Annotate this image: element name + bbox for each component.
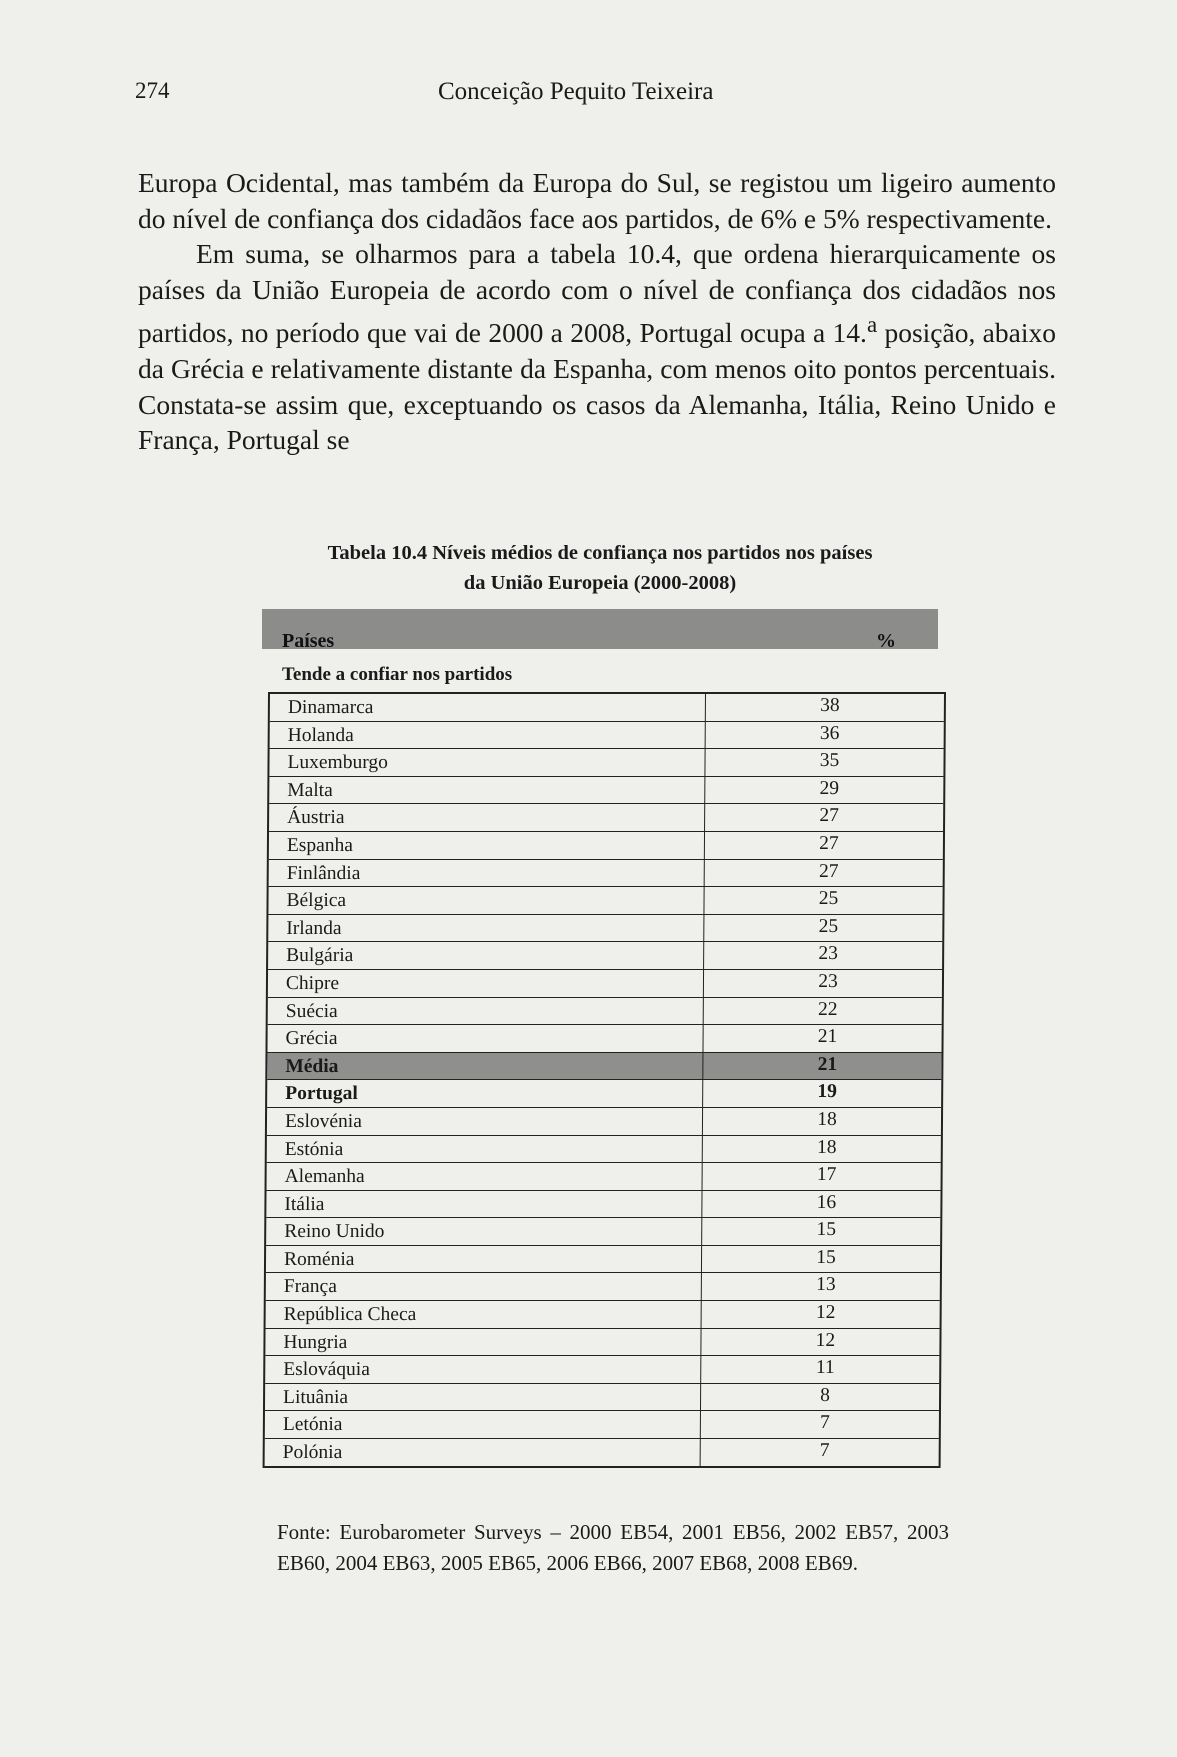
table-row (268, 970, 942, 998)
percent-cell: 13 (816, 1274, 836, 1296)
column-header-countries: Países (282, 630, 335, 652)
country-cell: Suécia (268, 998, 704, 1025)
table-row (269, 777, 943, 805)
country-cell: Estónia (267, 1136, 703, 1163)
table-row (268, 915, 942, 943)
country-cell: Holanda (270, 722, 706, 749)
country-cell: Luxemburgo (269, 749, 705, 776)
table-row (265, 1439, 939, 1467)
country-cell: Alemanha (267, 1163, 703, 1190)
body-text (138, 165, 1056, 458)
country-cell: França (266, 1273, 702, 1300)
percent-cell: 16 (816, 1191, 837, 1213)
percent-cell: 12 (815, 1302, 836, 1324)
table-row (267, 1080, 941, 1108)
country-cell: Chipre (268, 970, 704, 997)
country-cell: República Checa (266, 1301, 702, 1328)
table-row (267, 1108, 941, 1136)
country-cell: Espanha (269, 832, 705, 859)
table-source-note: Fonte: Eurobarometer Surveys – 2000 EB54, 2001 EB56, 2002 EB57, 2003 EB60, 2004 EB63, 2005 EB65, 2006 EB66, 2007 EB68, 2008 EB69. (277, 1520, 949, 1575)
table-caption-line-2: da União Europeia (2000-2008) (463, 572, 737, 594)
country-cell: Lituânia (265, 1384, 701, 1411)
country-cell: Malta (269, 777, 705, 804)
country-cell: Finlândia (269, 860, 705, 887)
country-cell: Eslováquia (265, 1356, 701, 1383)
table-caption-line-1: Tabela 10.4 Níveis médios de confiança nos partidos nos países (327, 542, 873, 564)
percent-cell: 8 (820, 1384, 831, 1406)
table-row (266, 1273, 940, 1301)
table-row (265, 1411, 939, 1439)
percent-cell: 15 (816, 1246, 836, 1268)
table-row (269, 860, 943, 888)
country-cell: Média (267, 1053, 703, 1080)
running-head-author: Conceição Pequito Teixeira (438, 78, 714, 105)
table-row (265, 1329, 939, 1357)
table-row (268, 998, 942, 1026)
percent-cell: 21 (817, 1026, 838, 1048)
table-row (265, 1356, 939, 1384)
percent-cell: 27 (818, 860, 839, 882)
percent-cell: 36 (819, 722, 840, 744)
table-row (269, 832, 943, 860)
table-row (268, 887, 942, 915)
data-table (263, 692, 946, 1468)
table-row (270, 722, 944, 750)
page-header (0, 78, 1177, 114)
table-row (266, 1218, 940, 1246)
percent-cell: 38 (820, 695, 840, 716)
table-row (269, 749, 943, 777)
table-row (266, 1246, 940, 1274)
percent-cell: 23 (818, 943, 838, 965)
ordinal-superscript: a (866, 312, 878, 338)
percent-cell: 7 (819, 1412, 830, 1434)
table-row (267, 1163, 941, 1191)
paragraph-2-part-1: Em suma, se olharmos para a tabela 10.4, que ordena hierarquicamente os países da União Europeia de acordo com o nível de confiança dos cidadãos nos partidos, no período que vai de 2000 a 2008, Portugal ocupa a 14. (138, 238, 1056, 349)
column-header-percent: % (876, 630, 896, 652)
table-row (268, 942, 942, 970)
percent-cell: 29 (819, 777, 840, 799)
table-row (267, 1025, 941, 1053)
country-cell: Eslovénia (267, 1108, 703, 1135)
percent-cell: 18 (817, 1136, 837, 1158)
country-cell: Letónia (265, 1411, 701, 1438)
page-number: 274 (135, 78, 170, 103)
percent-cell: 27 (819, 805, 839, 827)
percent-cell: 19 (817, 1081, 838, 1103)
table-row (266, 1301, 940, 1329)
table-header-row (262, 609, 938, 652)
table-row-average (267, 1053, 941, 1081)
country-cell: Roménia (266, 1246, 702, 1273)
country-cell: Itália (266, 1191, 702, 1218)
country-cell: Irlanda (268, 915, 704, 942)
table-row (269, 804, 943, 832)
percent-cell: 23 (818, 970, 838, 992)
percent-cell: 18 (817, 1108, 837, 1130)
country-cell: Polónia (265, 1439, 701, 1466)
paragraph-2-part-2: posição, abaixo da Grécia e relativamente distante da Espanha, com menos oito pontos percentuais. Constata-se assim que, exceptuando os casos da Alemanha, Itália, Reino Unido e França, Portugal se (138, 317, 1056, 456)
country-cell: Bélgica (268, 887, 704, 914)
paragraph-1: Europa Ocidental, mas também da Europa do Sul, se registou um ligeiro aumento do nível de confiança dos cidadãos face aos partidos, de 6% e 5% respectivamente. (138, 167, 1056, 234)
percent-cell: 11 (815, 1357, 835, 1379)
table-row (266, 1191, 940, 1219)
percent-cell: 27 (819, 832, 839, 854)
paragraph-2 (138, 236, 1056, 458)
percent-cell: 22 (817, 998, 838, 1020)
country-cell: Portugal (267, 1080, 703, 1107)
table-row (270, 694, 944, 722)
percent-cell: 35 (819, 750, 840, 772)
table-row (267, 1136, 941, 1164)
table-row (265, 1384, 939, 1412)
percent-cell: 21 (817, 1053, 838, 1075)
percent-cell: 7 (819, 1440, 830, 1462)
percent-cell: 25 (818, 888, 839, 910)
country-cell: Hungria (265, 1329, 701, 1356)
country-cell: Bulgária (268, 942, 704, 969)
percent-cell: 12 (815, 1329, 836, 1351)
table-caption (250, 538, 950, 598)
percent-cell: 15 (816, 1219, 837, 1241)
country-cell: Grécia (267, 1025, 703, 1052)
country-cell: Áustria (269, 804, 705, 831)
percent-cell: 17 (816, 1164, 837, 1186)
table-group-label: Tende a confiar nos partidos (282, 664, 513, 685)
country-cell: Dinamarca (270, 694, 706, 721)
country-cell: Reino Unido (266, 1218, 702, 1245)
percent-cell: 25 (818, 915, 839, 937)
